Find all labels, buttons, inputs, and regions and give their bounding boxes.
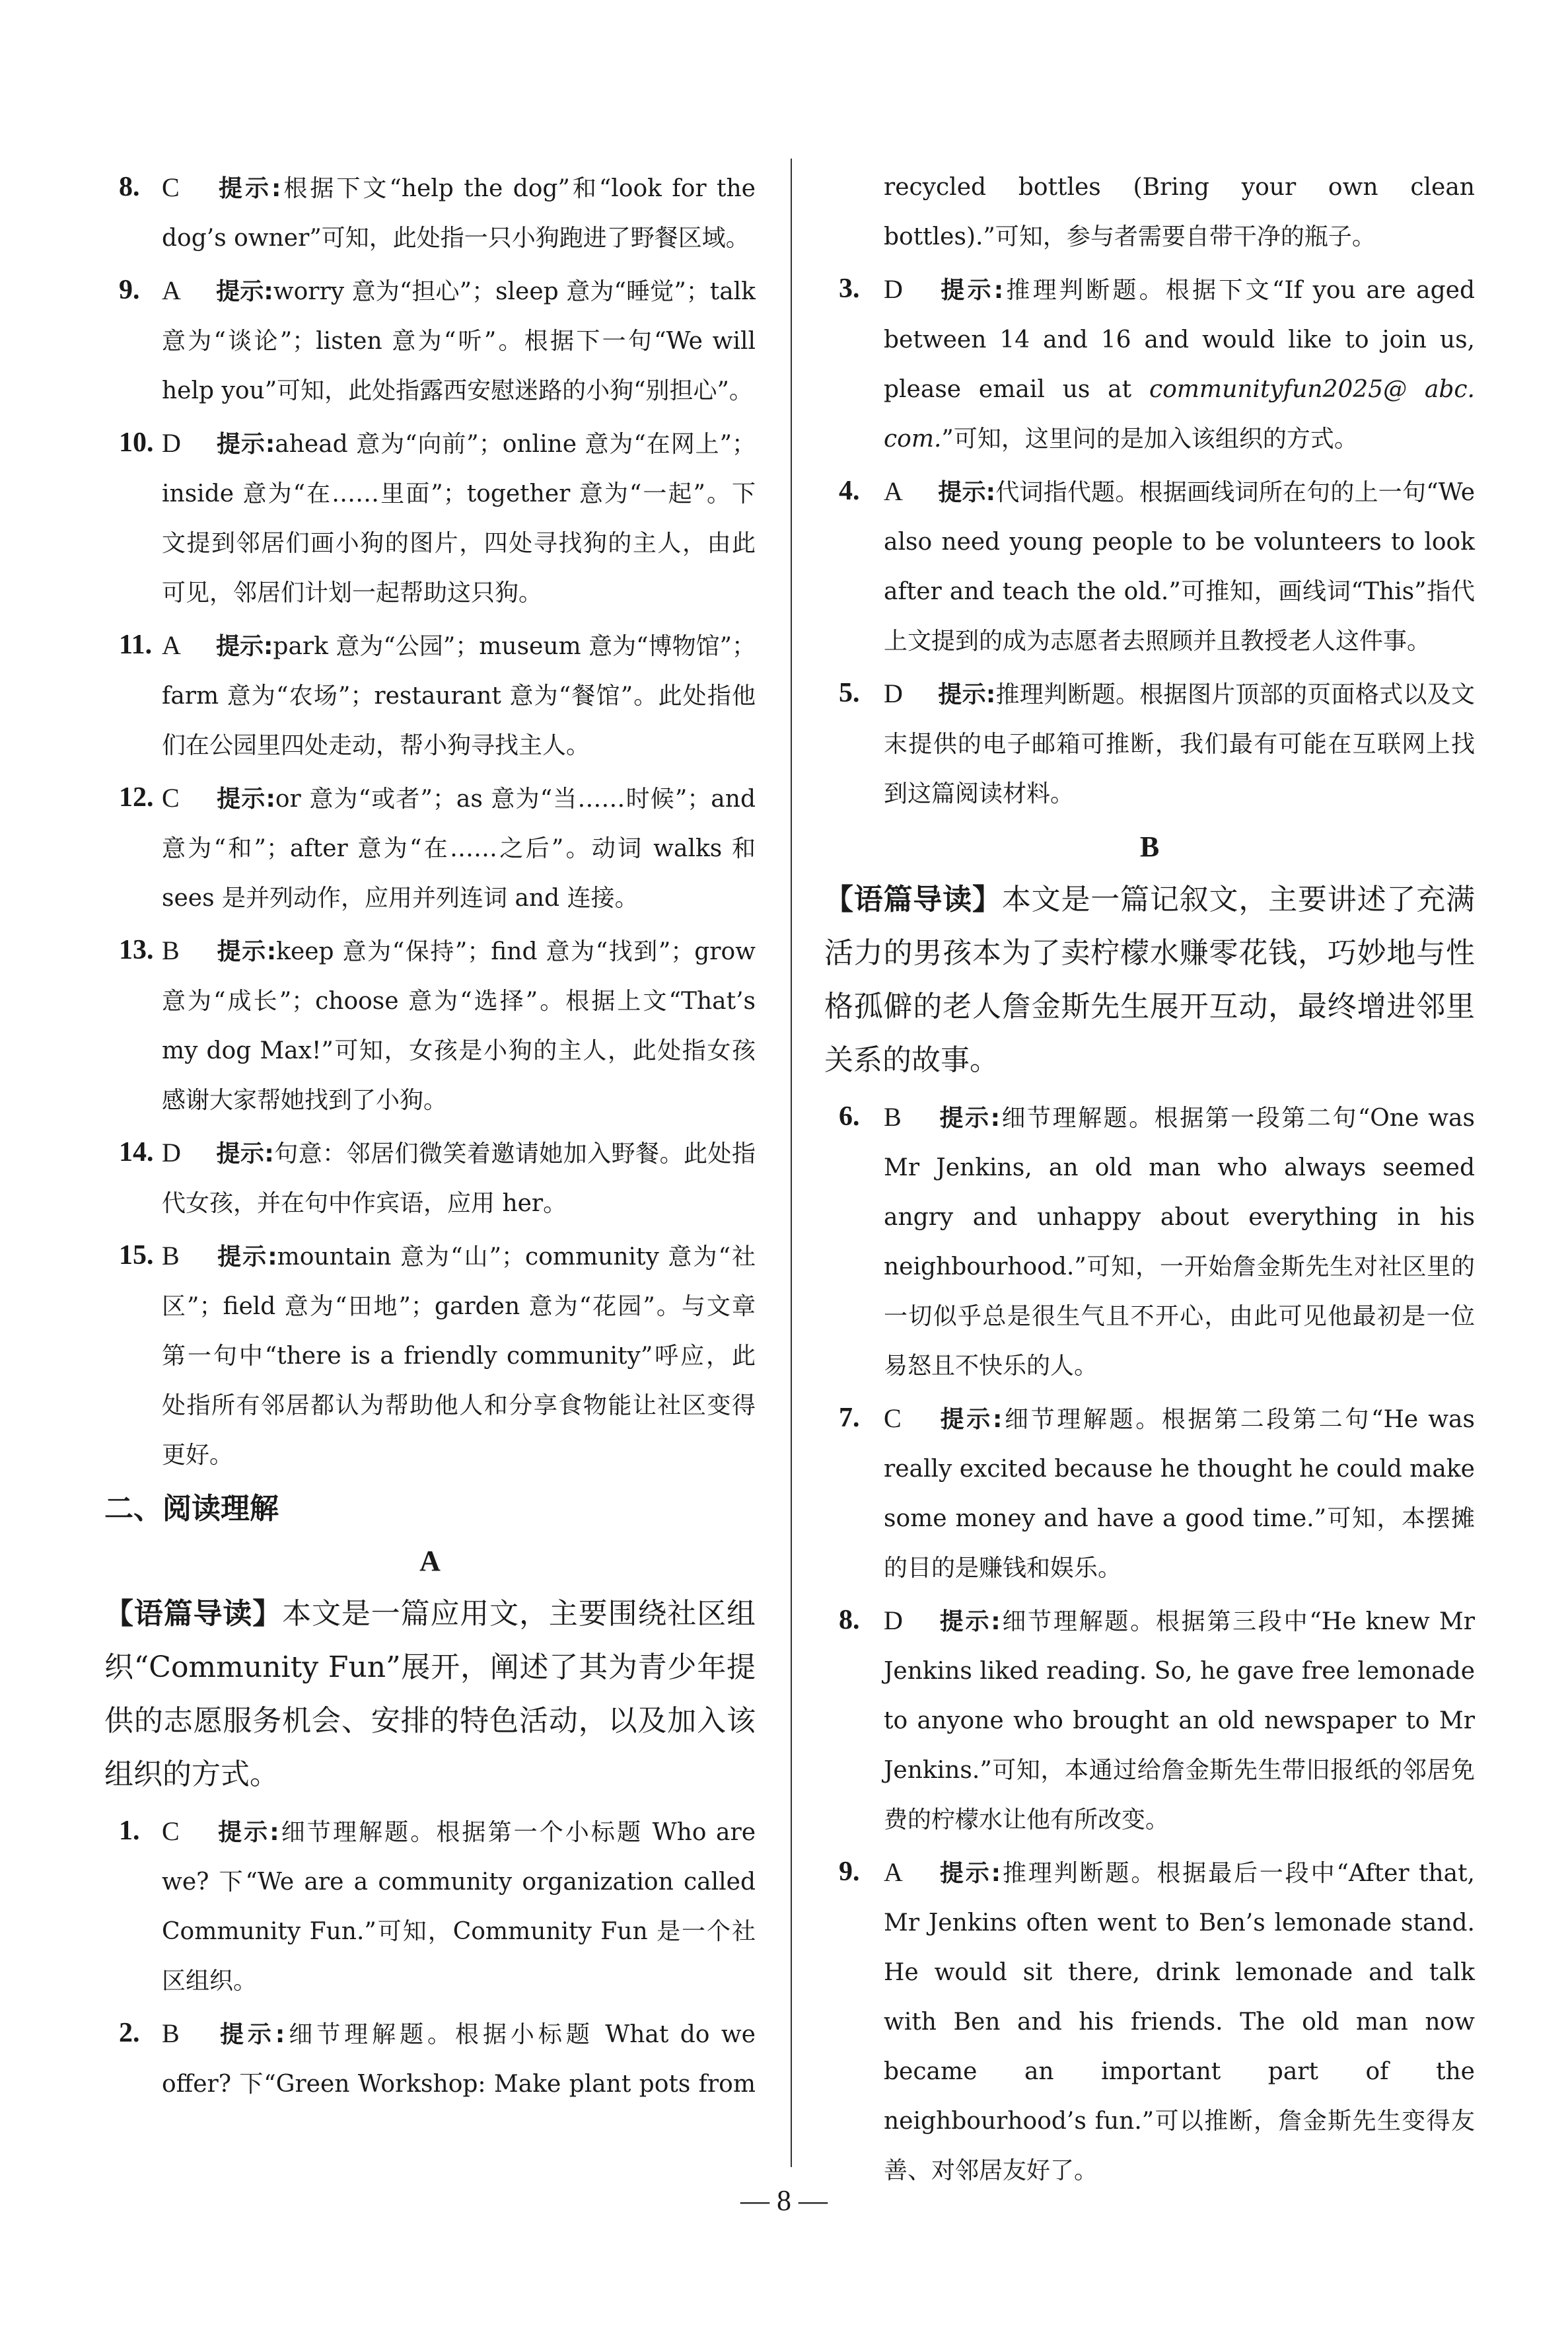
- answer-letter: A: [162, 276, 181, 305]
- explanation: mountain 意为“山”；community 意为“社区”；field 意为“田地”；garden 意为“花园”。与文章第一句中“there is a friendly community”呼应，此处指所有邻居都认为帮助他人和分享食物能让社区变得更好。: [162, 1243, 756, 1469]
- hint-label: 提示:: [938, 1406, 1003, 1433]
- part-a-intro: [104, 1587, 756, 1801]
- answer-item: [104, 773, 756, 923]
- hint-label: 提示:: [938, 479, 996, 506]
- intro-tag: 【语篇导读】: [824, 883, 1002, 916]
- section-heading: 二、阅读理解: [104, 1492, 279, 1526]
- answer-letter: C: [162, 172, 180, 202]
- hint-label: 提示:: [216, 2021, 285, 2048]
- answer-letter: B: [162, 1241, 180, 1271]
- left-column: [104, 163, 756, 2112]
- explanation: 细节理解题。根据第三段中“He knew Mr Jenkins liked reading. So, he gave free lemonade to anyone who brought an old newspaper to Mr Jenkins.”可知，本通过给詹金斯先生带旧报纸的邻居免费的柠檬水让他有所改变。: [884, 1608, 1475, 1833]
- question-number: 7.: [839, 1403, 860, 1433]
- explanation: 细节理解题。根据第一个小标题 Who are we? 下“We are a community organization called Community Fun.”可知，Community Fun 是一个社区组织。: [162, 1819, 756, 1995]
- explanation: 细节理解题。根据小标题 What do we offer? 下“Green Workshop: Make plant pots from: [162, 2021, 756, 2098]
- hint-label: 提示:: [216, 1243, 277, 1271]
- question-number: 13.: [119, 935, 154, 965]
- intro-tag: 【语篇导读】: [104, 1597, 283, 1631]
- answer-letter: C: [162, 1816, 180, 1846]
- question-number: 9.: [839, 1857, 860, 1887]
- explanation: 细节理解题。根据第二段第二句“He was really excited because he thought he could make some money and have a good time.”可知，本摆摊的目的是赚钱和娱乐。: [884, 1406, 1475, 1582]
- explanation: or 意为“或者”；as 意为“当……时候”；and 意为“和”；after 意为“在……之后”。动词 walks 和 sees 是并列动作，应用并列连词 and 连接。: [162, 786, 756, 912]
- answer-item: [824, 1092, 1475, 1391]
- answer-letter: C: [162, 783, 180, 813]
- question-number: 12.: [119, 782, 154, 813]
- explanation: 根据下文“help the dog”和“look for the dog’s owner”可知，此处指一只小狗跑进了野餐区域。: [162, 175, 756, 252]
- explanation: park 意为“公园”；museum 意为“博物馆”；farm 意为“农场”；restaurant 意为“餐馆”。此处指他们在公园里四处走动，帮小狗寻找主人。: [162, 633, 756, 759]
- answer-letter: D: [884, 274, 903, 304]
- explanation: 细节理解题。根据第一段第二句“One was Mr Jenkins, an old man who always seemed angry and unhappy about everything in his neighbourhood.”可知，一开始詹金斯先生对社区里的一切似乎总是很生气且不开心，由此可见他最初是一位易怒且不快乐的人。: [884, 1105, 1475, 1380]
- answer-letter: D: [162, 1138, 181, 1167]
- answer-item: [824, 466, 1475, 666]
- question-number: 8.: [119, 172, 140, 202]
- answer-item: [824, 1847, 1475, 2196]
- question-number: 6.: [839, 1101, 860, 1132]
- answer-letter: B: [162, 936, 180, 965]
- answer-letter: B: [162, 2018, 180, 2048]
- hint-label: 提示:: [938, 1860, 1001, 1887]
- question-number: 10.: [119, 427, 154, 458]
- intro-text: 本文是一篇应用文，主要围绕社区组织“Community Fun”展开，阐述了其为青少年提供的志愿服务机会、安排的特色活动，以及加入该组织的方式。: [104, 1597, 756, 1791]
- question-number: 15.: [119, 1240, 154, 1271]
- answer-item: [104, 926, 756, 1125]
- explanation: worry 意为“担心”；sleep 意为“睡觉”；talk 意为“谈论”；listen 意为“听”。根据下一句“We will help you”可知，此处指露西安慰迷路的小狗“别担心”。: [162, 278, 756, 404]
- question-number: 9.: [119, 275, 140, 305]
- question-number: 3.: [839, 274, 860, 304]
- explanation: 推理判断题。根据最后一段中“After that, Mr Jenkins often went to Ben’s lemonade stand. He would sit there, drink lemonade and talk with Ben and his friends. The old man now became an important part of the neighbourhood’s fun.”可以推断，詹金斯先生变得友善、对邻居友好了。: [884, 1860, 1475, 2184]
- hint-label: 提示:: [216, 278, 273, 305]
- part-a-label: A: [419, 1545, 441, 1577]
- hint-label: 提示:: [216, 175, 281, 202]
- answer-item: [824, 669, 1475, 819]
- answer-item: [104, 418, 756, 618]
- part-b-label: B: [1139, 830, 1160, 863]
- explanation: ”可知，这里问的是加入该组织的方式。: [941, 425, 1358, 453]
- hint-label: 提示:: [938, 1608, 1001, 1635]
- hint-label: 提示:: [938, 277, 1004, 304]
- question-number: 11.: [119, 630, 153, 660]
- answer-letter: A: [884, 1857, 903, 1887]
- email-address: communityfun2025@ abc. com.: [884, 376, 1476, 453]
- answer-item: [104, 1128, 756, 1228]
- explanation: 句意：邻居们微笑着邀请她加入野餐。此处指代女孩，并在句中作宾语，应用 her。: [162, 1140, 756, 1217]
- answer-letter: A: [884, 476, 903, 506]
- page-number: — 8 —: [740, 2184, 828, 2217]
- question-number: 5.: [839, 678, 860, 708]
- hint-label: 提示:: [216, 1819, 279, 1846]
- explanation: ahead 意为“向前”；online 意为“在网上”；inside 意为“在……里面”；together 意为“一起”。下文提到邻居们画小狗的图片，四处寻找狗的主人，由此可见，邻居们计划一起帮助这只狗。: [162, 431, 756, 607]
- hint-label: 提示:: [216, 431, 275, 458]
- hint-label: 提示:: [216, 938, 277, 965]
- explanation: 推理判断题。根据图片顶部的页面格式以及文末提供的电子邮箱可推断，我们最有可能在互联网上找到这篇阅读材料。: [884, 681, 1475, 807]
- explanation: 代词指代题。根据画线词所在句的上一句“We also need young people to be volunteers to look after and teach the old.”可推知，画线词“This”指代上文提到的成为志愿者去照顾并且教授老人这件事。: [884, 479, 1475, 655]
- hint-label: 提示:: [216, 786, 275, 813]
- answer-letter: D: [884, 679, 903, 708]
- explanation: 推理判断题。根据下文“If you are aged between 14 and 16 and would like to join us, please email us at: [884, 277, 1475, 403]
- question-number: 4.: [839, 476, 860, 506]
- hint-label: 提示:: [216, 1140, 274, 1167]
- explanation-continuation: recycled bottles (Bring your own clean bottles).”可知，参与者需要自带干净的瓶子。: [884, 174, 1475, 250]
- answer-item: [104, 2009, 756, 2109]
- right-column: [824, 163, 1475, 2198]
- answer-letter: A: [162, 630, 181, 660]
- answer-item: [104, 1231, 756, 1480]
- answer-item: [104, 620, 756, 770]
- question-number: 1.: [119, 1816, 140, 1846]
- answer-letter: D: [162, 428, 181, 458]
- question-number: 14.: [119, 1137, 154, 1167]
- answer-item: [104, 163, 756, 263]
- hint-label: 提示:: [938, 681, 996, 708]
- answer-letter: D: [884, 1605, 903, 1635]
- question-number: 8.: [839, 1605, 860, 1635]
- answer-item: [824, 1393, 1475, 1593]
- answer-letter: B: [884, 1102, 902, 1132]
- answer-item: [824, 264, 1475, 464]
- answer-item: [104, 266, 756, 416]
- question-number: 2.: [119, 2018, 140, 2048]
- answer-item: [104, 1806, 756, 2006]
- answer-item: [824, 1596, 1475, 1845]
- explanation: keep 意为“保持”；find 意为“找到”；grow 意为“成长”；choose 意为“选择”。根据上文“That’s my dog Max!”可知，女孩是小狗的主人，此处指女孩感谢大家帮她找到了小狗。: [162, 938, 756, 1114]
- hint-label: 提示:: [938, 1105, 1000, 1132]
- hint-label: 提示:: [216, 633, 273, 660]
- part-b-intro: [824, 873, 1475, 1087]
- intro-text: 本文是一篇记叙文，主要讲述了充满活力的男孩本为了卖柠檬水赚零花钱，巧妙地与性格孤僻的老人詹金斯先生展开互动，最终增进邻里关系的故事。: [824, 883, 1476, 1077]
- column-divider: [791, 159, 792, 2167]
- answer-letter: C: [884, 1403, 902, 1433]
